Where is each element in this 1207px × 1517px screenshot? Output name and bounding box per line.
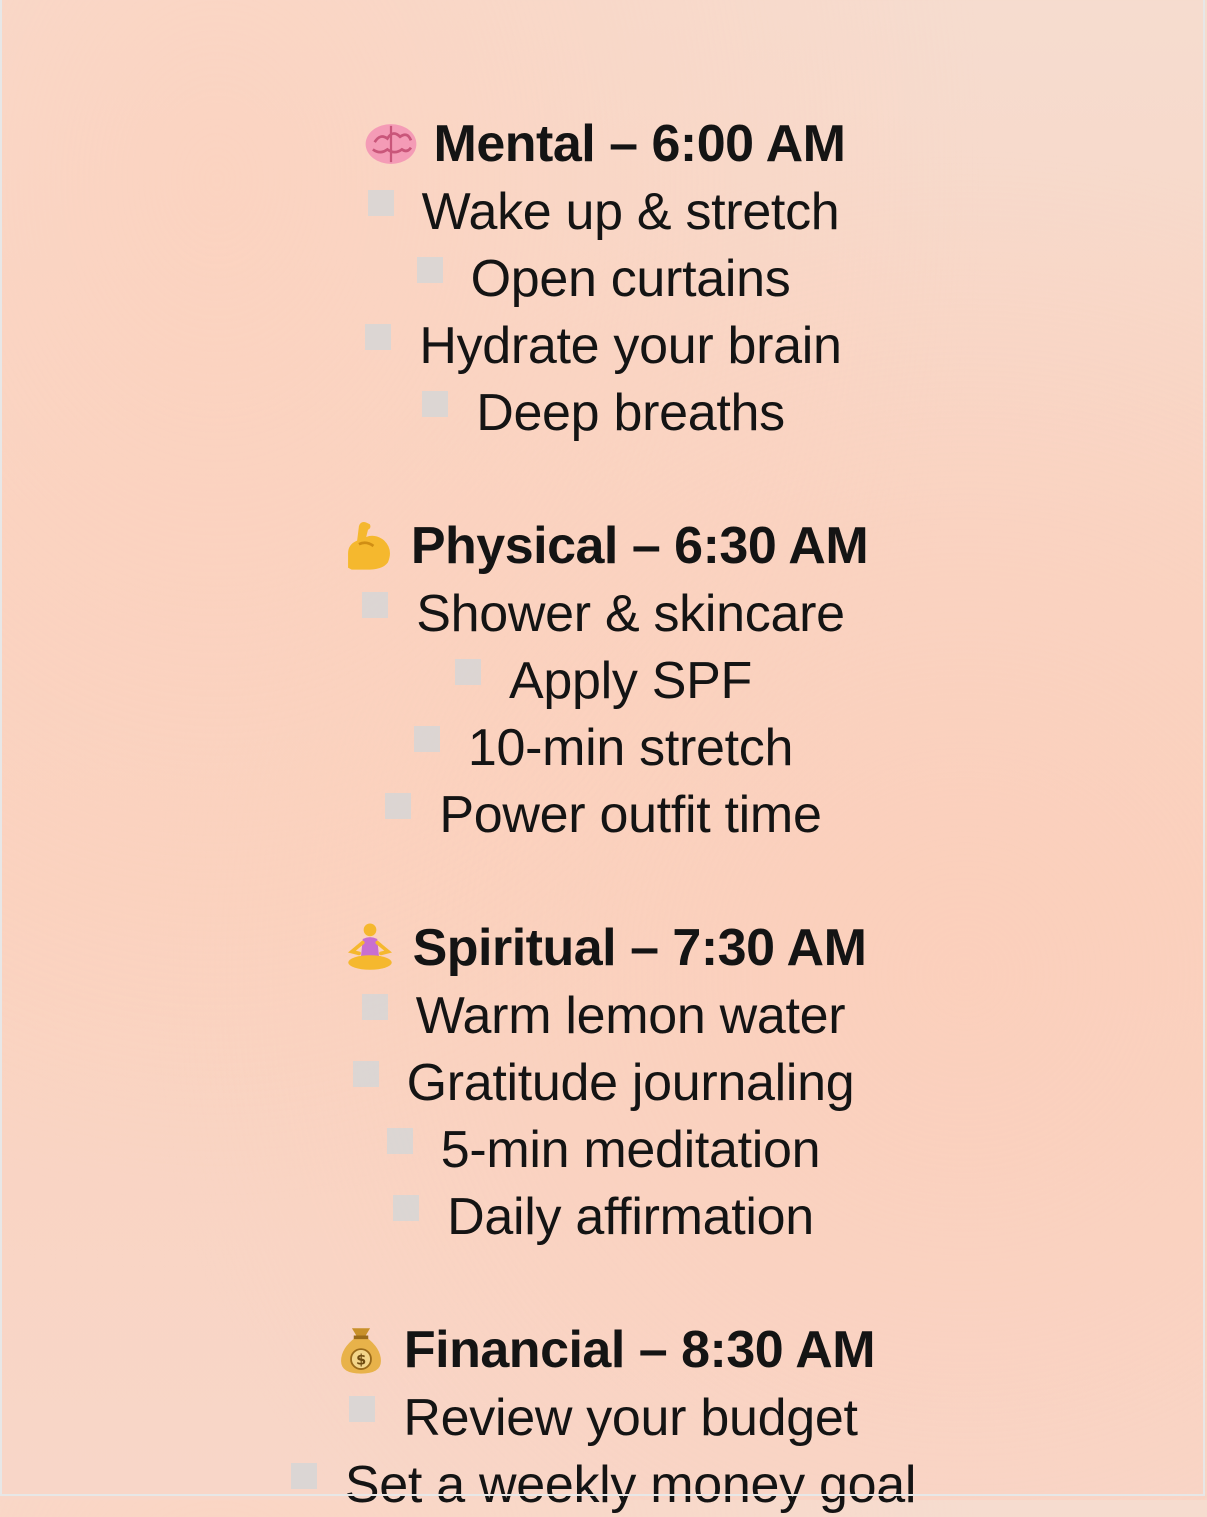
checkbox[interactable] <box>365 324 391 350</box>
item-label: Warm lemon water <box>415 987 846 1045</box>
checklist-item[interactable] <box>0 1453 1207 1517</box>
checklist-item[interactable] <box>0 1118 1207 1182</box>
section-title: Financial – 8:30 AM <box>403 1321 876 1379</box>
checklist-item[interactable] <box>0 180 1207 244</box>
item-label: Wake up & stretch <box>421 183 840 241</box>
checklist-item[interactable] <box>0 1051 1207 1115</box>
section-title: Mental – 6:00 AM <box>433 115 846 173</box>
checklist-item[interactable] <box>0 1185 1207 1249</box>
checkbox[interactable] <box>422 391 448 417</box>
checkbox[interactable] <box>455 659 481 685</box>
item-label: 10-min stretch <box>467 719 794 777</box>
item-label: Deep breaths <box>476 384 785 442</box>
section-heading-financial <box>0 1318 1207 1382</box>
item-label: Shower & skincare <box>416 585 845 643</box>
item-label: Hydrate your brain <box>419 317 842 375</box>
section-title: Physical – 6:30 AM <box>410 517 869 575</box>
brain-icon <box>362 115 420 173</box>
item-label: Open curtains <box>470 250 791 308</box>
section-heading-spiritual <box>0 916 1207 980</box>
meditation-icon <box>341 919 399 977</box>
money-bag-icon <box>332 1321 390 1379</box>
checklist-item[interactable] <box>0 1386 1207 1450</box>
item-label: Apply SPF <box>509 652 752 710</box>
flexed-biceps-icon <box>339 517 397 575</box>
section-heading-physical <box>0 514 1207 578</box>
checkbox[interactable] <box>353 1061 379 1087</box>
item-label: Review your budget <box>403 1389 858 1447</box>
svg-text:$: $ <box>356 1352 366 1369</box>
checklist-item[interactable] <box>0 381 1207 445</box>
checkbox[interactable] <box>291 1463 317 1489</box>
checkbox[interactable] <box>387 1128 413 1154</box>
section-heading-mental <box>0 112 1207 176</box>
item-label: Set a weekly money goal <box>344 1456 917 1514</box>
checkbox[interactable] <box>362 994 388 1020</box>
section-title: Spiritual – 7:30 AM <box>412 919 867 977</box>
item-label: Daily affirmation <box>447 1188 814 1246</box>
item-label: Power outfit time <box>439 786 822 844</box>
item-label: 5-min meditation <box>440 1121 821 1179</box>
checklist-item[interactable] <box>0 649 1207 713</box>
checkbox[interactable] <box>414 726 440 752</box>
checklist-item[interactable] <box>0 984 1207 1048</box>
checklist-item[interactable] <box>0 783 1207 847</box>
checklist-item[interactable] <box>0 247 1207 311</box>
checkbox[interactable] <box>349 1396 375 1422</box>
checkbox[interactable] <box>368 190 394 216</box>
checkbox[interactable] <box>393 1195 419 1221</box>
checklist-item[interactable] <box>0 314 1207 378</box>
item-label: Gratitude journaling <box>406 1054 855 1112</box>
checkbox[interactable] <box>362 592 388 618</box>
checklist-item[interactable] <box>0 716 1207 780</box>
checkbox[interactable] <box>417 257 443 283</box>
checkbox[interactable] <box>385 793 411 819</box>
checklist-item[interactable] <box>0 582 1207 646</box>
